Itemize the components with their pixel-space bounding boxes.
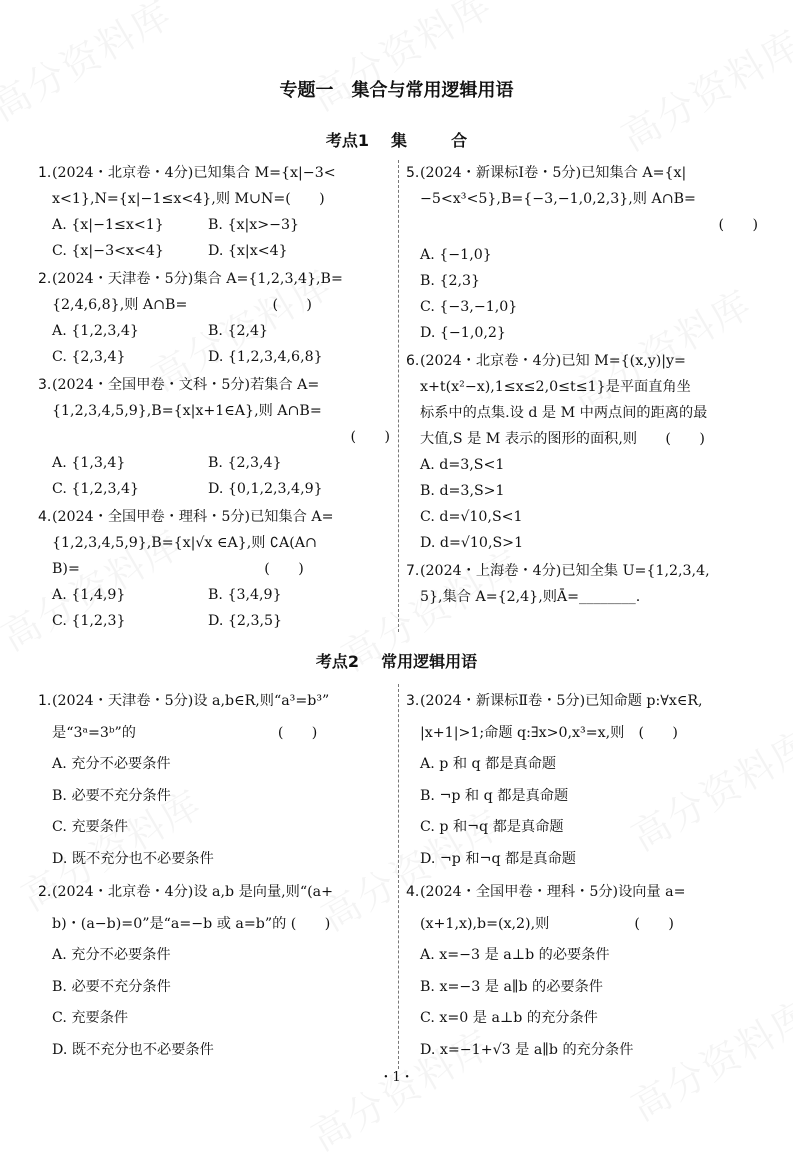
option-a: A. d=3,S<1 [420,457,505,473]
option-d: D. x=−1+√3 是 a∥b 的充分条件 [420,1041,634,1058]
question-number: 1. [38,693,52,709]
section-2-name: 常用逻辑用语 [381,652,478,671]
option-a: A. {−1,0} [420,247,492,263]
option-d: D. ¬p 和¬q 都是真命题 [420,850,576,867]
question-number: 5. [406,165,420,181]
option-b: B. {2,3,4} [208,455,282,471]
question-7 [406,558,758,610]
option-c: C. {x|−3<x<4} [52,243,164,259]
section-1-title [0,128,793,151]
option-d: D. 既不充分也不必要条件 [52,850,214,867]
section-1-name-b: 合 [451,131,468,150]
section-1-label: 考点1 [325,131,370,150]
question-stem: 标系中的点集.设 d 是 M 中两点间的距离的最 [420,405,708,421]
option-d: D. {1,2,3,4,6,8} [208,349,323,365]
question-stem: B)= ( ) [52,561,304,577]
option-b: B. ¬p 和 q 都是真命题 [420,787,569,804]
question-number: 3. [38,377,52,393]
question-3 [38,372,390,502]
section-1-left-column [38,160,390,636]
option-a: A. {1,4,9} [52,587,126,603]
option-a: A. x=−3 是 a⊥b 的必要条件 [420,947,610,963]
option-c: C. {−3,−1,0} [420,299,518,315]
column-divider [398,684,399,1069]
question-number: 6. [406,353,420,369]
option-c: C. d=√10,S<1 [420,509,523,525]
section-2-right-column [406,686,758,1068]
question-stem: (2024・北京卷・4分)设 a,b 是向量,则“(a+ [52,884,333,900]
option-c: C. p 和¬q 都是真命题 [420,819,564,835]
question-3 [406,686,758,875]
option-a: A. p 和 q 都是真命题 [420,756,557,772]
question-number: 2. [38,884,52,900]
option-a: A. {1,3,4} [52,455,126,471]
question-stem: −5<x³<5},B={−3,−1,0,2,3},则 A∩B= [420,191,696,207]
option-d: D. {0,1,2,3,4,9} [208,481,323,497]
watermark [300,0,501,121]
question-stem: (2024・天津卷・5分)设 a,b∈R,则“a³=b³” [52,693,330,709]
option-b: B. {3,4,9} [208,587,282,603]
question-stem: (2024・天津卷・5分)集合 A={1,2,3,4},B= [52,271,343,287]
section-2-left-column [38,686,390,1068]
question-stem: (2024・新课标Ⅰ卷・5分)已知集合 A={x| [420,165,687,181]
question-6 [406,348,758,556]
question-4 [38,504,390,634]
option-b: B. 必要不充分条件 [52,978,171,995]
option-b: B. x=−3 是 a∥b 的必要条件 [420,978,603,995]
question-stem: {1,2,3,4,5,9},B={x|√x ∈A},则 ∁A(A∩ [52,535,317,551]
question-stem: (2024・全国甲卷・理科・5分)设向量 a= [420,884,686,900]
question-stem: (2024・北京卷・4分)已知 M={(x,y)|y= [420,353,686,369]
question-stem: 大值,S 是 M 表示的图形的面积,则 ( ) [420,431,705,447]
question-5 [406,160,758,346]
option-c: C. {1,2,3,4} [52,481,140,497]
question-stem: |x+1|>1;命题 q:∃x>0,x³=x,则 ( ) [420,724,678,741]
option-b: B. d=3,S>1 [420,483,505,499]
question-stem: {2,4,6,8},则 A∩B= ( ) [52,297,312,313]
question-number: 4. [406,884,420,900]
section-1-name-a: 集 [391,131,408,150]
page-title: 专题一 集合与常用逻辑用语 [279,80,514,101]
option-c: C. x=0 是 a⊥b 的充分条件 [420,1010,598,1026]
question-4 [406,877,758,1066]
question-number: 3. [406,693,420,709]
option-c: C. {2,3,4} [52,349,126,365]
question-number: 2. [38,271,52,287]
option-a: A. {x|−1≤x<1} [52,217,164,233]
question-2 [38,877,390,1066]
option-b: B. 必要不充分条件 [52,787,171,804]
question-stem: x<1},N={x|−1≤x<4},则 M∪N=( ) [52,191,325,207]
question-stem: 5},集合 A={2,4},则Ā=________. [420,589,641,605]
answer-paren: ( ) [718,217,758,233]
page-number: ・1・ [379,1070,414,1085]
option-d: D. d=√10,S>1 [420,535,524,551]
section-2-title [0,649,793,672]
option-d: D. {2,3,5} [208,613,283,629]
question-number: 7. [406,563,420,579]
question-stem: {1,2,3,4,5,9},B={x|x+1∈A},则 A∩B= [52,403,322,419]
option-b: B. {x|x>−3} [208,217,300,233]
question-stem: b)・(a−b)=0”是“a=−b 或 a=b”的 ( ) [52,915,331,932]
question-stem: (2024・北京卷・4分)已知集合 M={x|−3< [52,165,336,181]
option-a: A. 充分不必要条件 [52,947,171,963]
question-stem: 是“3ᵃ=3ᵇ”的 ( ) [52,724,318,741]
question-stem: (x+1,x),b=(x,2),则 ( ) [420,915,674,932]
question-number: 4. [38,509,52,525]
answer-paren: ( ) [350,429,390,445]
question-1 [38,686,390,875]
question-stem: (2024・全国甲卷・文科・5分)若集合 A= [52,377,320,393]
option-d: D. {x|x<4} [208,243,288,259]
option-a: A. 充分不必要条件 [52,756,171,772]
option-b: B. {2,4} [208,323,269,339]
watermark [0,0,180,131]
option-d: D. {−1,0,2} [420,325,506,341]
question-stem: x+t(x²−x),1≤x≤2,0≤t≤1}是平面直角坐 [420,379,691,395]
option-a: A. {1,2,3,4} [52,323,139,339]
option-d: D. 既不充分也不必要条件 [52,1041,214,1058]
option-c: C. {1,2,3} [52,613,126,629]
question-number: 1. [38,165,52,181]
section-2-label: 考点2 [315,652,360,671]
question-stem: (2024・全国甲卷・理科・5分)已知集合 A= [52,509,334,525]
option-c: C. 充要条件 [52,1010,129,1026]
section-1-right-column [406,160,758,612]
question-stem: (2024・新课标Ⅱ卷・5分)已知命题 p:∀x∈R, [420,693,703,709]
column-divider [398,160,399,632]
option-c: C. 充要条件 [52,819,129,835]
question-stem: (2024・上海卷・4分)已知全集 U={1,2,3,4, [420,563,710,579]
question-1 [38,160,390,264]
question-2 [38,266,390,370]
option-b: B. {2,3} [420,273,481,289]
